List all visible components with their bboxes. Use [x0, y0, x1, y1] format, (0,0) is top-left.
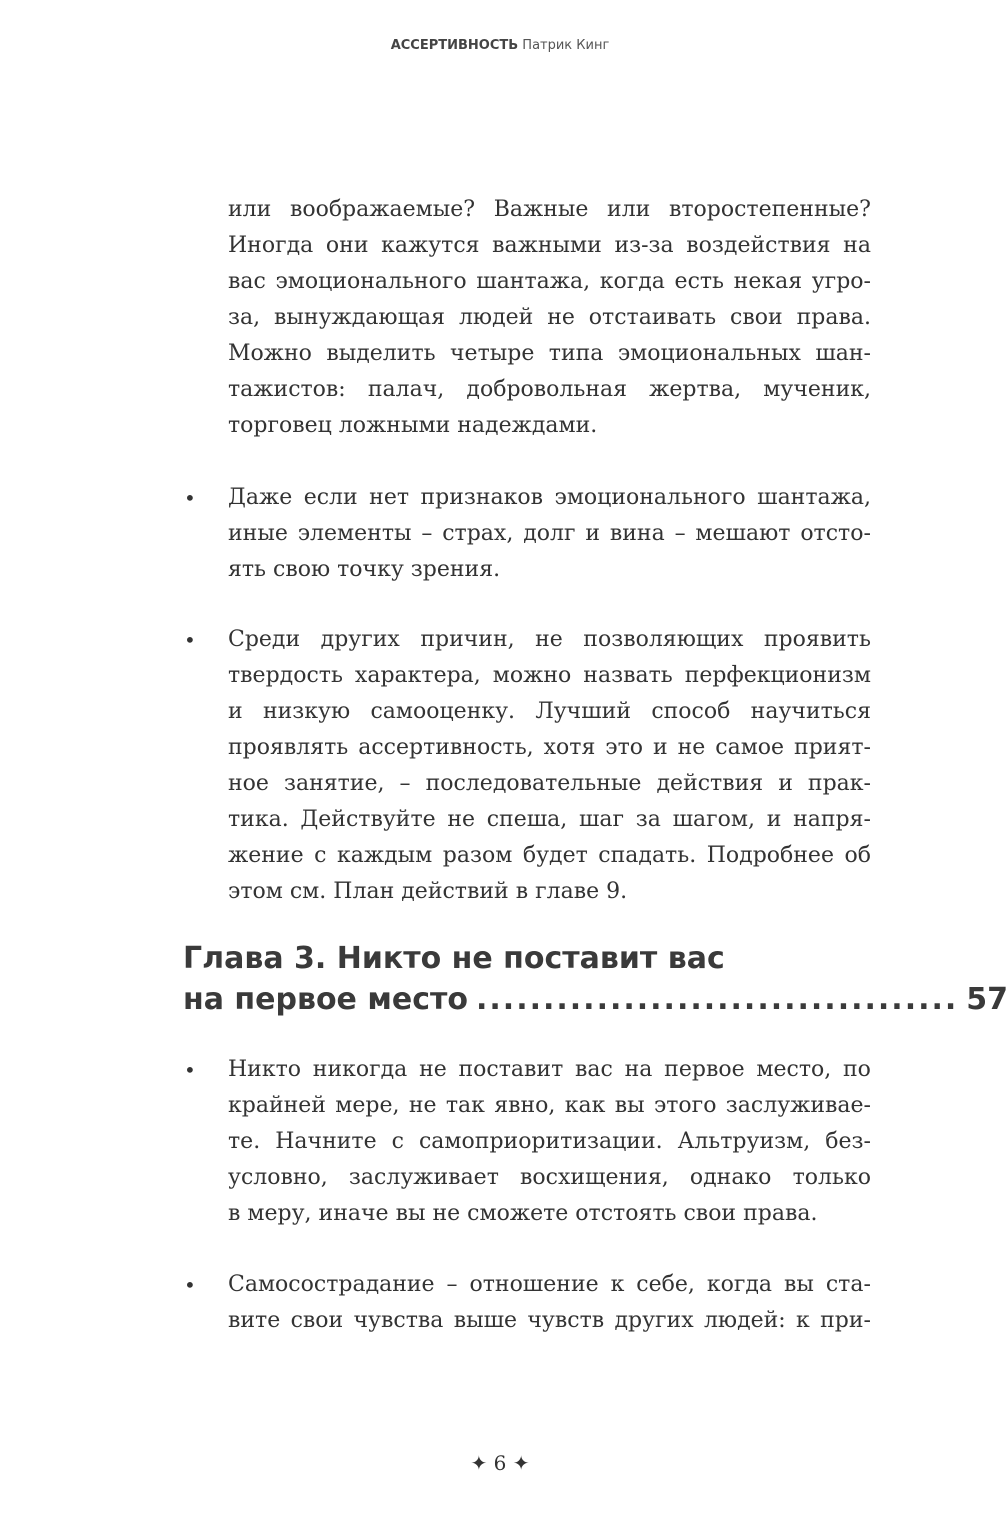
word: не — [677, 735, 706, 760]
word: явно, — [494, 1093, 556, 1118]
word: Альтруизм, — [677, 1129, 811, 1154]
text-line — [228, 228, 871, 264]
word: себе, — [636, 1272, 695, 1297]
text-line — [228, 802, 871, 838]
word: причин, — [420, 627, 515, 652]
word: вы — [614, 1093, 645, 1118]
word: других — [614, 1308, 694, 1333]
word: на — [624, 1057, 653, 1082]
word: прият- — [794, 735, 871, 760]
bullet-item — [184, 1052, 871, 1232]
word: жертва, — [649, 377, 742, 402]
word: четыре — [450, 341, 535, 366]
word: занятие, — [283, 771, 385, 796]
word: типа — [548, 341, 604, 366]
word: как — [564, 1093, 606, 1118]
word: свою — [273, 557, 331, 582]
word: шантажа, — [476, 269, 591, 294]
word: можно — [492, 663, 572, 688]
word: вите — [228, 1308, 281, 1333]
word: важными — [492, 233, 602, 258]
word: нет — [369, 485, 410, 510]
word: или — [228, 197, 272, 222]
word: жение — [228, 843, 304, 868]
word: ложными — [338, 413, 451, 438]
word: с — [391, 1129, 404, 1154]
word: Лучший — [535, 699, 631, 724]
word: и — [585, 521, 601, 546]
text-line — [228, 1124, 871, 1160]
word: заслуживает — [348, 1165, 499, 1190]
word: отсто- — [800, 521, 871, 546]
bullet-icon: • — [184, 1273, 196, 1297]
word: ассертивность, — [358, 735, 534, 760]
author: Патрик Кинг — [522, 38, 610, 53]
word: перфекционизм — [684, 663, 871, 688]
text-line — [228, 1052, 871, 1088]
word: надеждами. — [457, 413, 598, 438]
word: права. — [796, 305, 871, 330]
word: так — [445, 1093, 485, 1118]
word: вас — [228, 269, 266, 294]
word: это — [605, 735, 644, 760]
word: вы — [784, 1272, 814, 1297]
text-line — [228, 516, 871, 552]
word: Начните — [275, 1129, 377, 1154]
text-line — [228, 1303, 871, 1339]
word: действия — [656, 771, 764, 796]
word: торговец — [228, 413, 332, 438]
word: Действуйте — [300, 807, 436, 832]
word: ять — [228, 557, 267, 582]
bullet-icon: • — [184, 486, 196, 510]
word: вы — [395, 1201, 426, 1226]
word: добровольная — [466, 377, 628, 402]
bullet-icon: • — [184, 628, 196, 652]
word: последовательные — [425, 771, 642, 796]
word: Среди — [228, 627, 301, 652]
word: свои — [683, 1201, 737, 1226]
word: точку — [337, 557, 404, 582]
text-line — [228, 372, 871, 408]
word: никогда — [312, 1057, 408, 1082]
text-line — [228, 766, 871, 802]
word: Самосострадание — [228, 1272, 435, 1297]
word: эмоциональных — [617, 341, 801, 366]
word: этого — [653, 1093, 717, 1118]
word: иначе — [318, 1201, 389, 1226]
word: с — [314, 843, 327, 868]
word: спеша, — [486, 807, 568, 832]
running-header — [0, 38, 1000, 53]
word: по — [843, 1057, 871, 1082]
word: выше — [453, 1308, 518, 1333]
word: когда — [599, 269, 665, 294]
chapter-title-line1: Глава 3. Никто не поставит вас — [183, 941, 725, 976]
word: вынуждающая — [274, 305, 446, 330]
word: проявить — [763, 627, 871, 652]
word: заслуживае- — [725, 1093, 871, 1118]
word: ное — [228, 771, 269, 796]
bullet-item — [184, 622, 871, 910]
word: действий — [401, 879, 509, 904]
word: каждым — [336, 843, 433, 868]
bullet-icon: • — [184, 1058, 196, 1082]
word: однако — [689, 1165, 772, 1190]
word: кажутся — [381, 233, 480, 258]
word: будет — [522, 843, 588, 868]
word: – — [446, 1272, 458, 1297]
word: Подробнее — [706, 843, 834, 868]
word: крайней — [228, 1093, 326, 1118]
text-line — [228, 480, 871, 516]
word: см. — [289, 879, 327, 904]
word: чувства — [353, 1308, 444, 1333]
word: 9. — [606, 879, 628, 904]
word: План — [333, 879, 395, 904]
text-line — [228, 408, 871, 444]
word: людей — [458, 305, 534, 330]
word: шагом, — [672, 807, 756, 832]
text-line — [228, 1196, 871, 1232]
word: шантажа, — [757, 485, 871, 510]
word: мученик, — [763, 377, 871, 402]
word: этом — [228, 879, 283, 904]
word: выделить — [326, 341, 436, 366]
word: – — [399, 771, 411, 796]
word: без- — [825, 1129, 871, 1154]
word: только — [792, 1165, 871, 1190]
word: чувств — [527, 1308, 605, 1333]
word: мешают — [695, 521, 791, 546]
word: к — [796, 1308, 810, 1333]
chapter-heading — [183, 938, 1008, 1020]
word: страх, — [442, 521, 514, 546]
bullet-item — [184, 1267, 871, 1339]
word: свои — [730, 305, 783, 330]
word: Важные — [493, 197, 589, 222]
word: вас — [575, 1057, 613, 1082]
word: из-за — [614, 233, 674, 258]
word: эмоционального — [554, 485, 746, 510]
paragraph — [228, 192, 871, 444]
word: место, — [756, 1057, 832, 1082]
text-line — [228, 1267, 871, 1303]
word: самооценку. — [370, 699, 516, 724]
word: или — [607, 197, 651, 222]
word: свои — [290, 1308, 344, 1333]
word: характера, — [354, 663, 481, 688]
text-line — [228, 874, 871, 910]
text-line — [228, 622, 871, 658]
word: в — [228, 1201, 241, 1226]
word: иные — [228, 521, 288, 546]
word: не — [432, 1201, 461, 1226]
word: хотя — [543, 735, 596, 760]
text-line — [228, 552, 871, 588]
bullet-item — [184, 480, 871, 588]
word: зрения. — [410, 557, 501, 582]
word: есть — [674, 269, 725, 294]
word: главе — [535, 879, 600, 904]
word: элементы — [297, 521, 412, 546]
word: и — [652, 735, 668, 760]
word: других — [320, 627, 400, 652]
word: когда — [706, 1272, 773, 1297]
word: Даже — [228, 485, 293, 510]
word: ста- — [825, 1272, 871, 1297]
word: шан- — [815, 341, 871, 366]
page-number: ✦ 6 ✦ — [470, 1451, 530, 1475]
text-line — [228, 838, 871, 874]
word: на — [843, 233, 871, 258]
text-line — [228, 192, 871, 228]
word: долг — [523, 521, 576, 546]
word: угро- — [811, 269, 871, 294]
word: низкую — [262, 699, 351, 724]
word: сможете — [467, 1201, 569, 1226]
word: и — [228, 699, 243, 724]
word: прак- — [807, 771, 871, 796]
word: не — [535, 627, 563, 652]
text-line — [228, 300, 871, 336]
word: при- — [820, 1308, 871, 1333]
word: если — [303, 485, 358, 510]
leader-dots: .................................... — [476, 982, 959, 1017]
word: спадать. — [598, 843, 697, 868]
word: первое — [664, 1057, 745, 1082]
word: способ — [651, 699, 731, 724]
text-line — [228, 658, 871, 694]
word: палач, — [367, 377, 445, 402]
text-line — [228, 336, 871, 372]
word: к — [610, 1272, 625, 1297]
text-line — [228, 264, 871, 300]
word: – — [421, 521, 433, 546]
word: – — [674, 521, 686, 546]
word: отношение — [469, 1272, 599, 1297]
word: самоприоритизации. — [418, 1129, 663, 1154]
word: не — [447, 807, 476, 832]
word: напря- — [793, 807, 871, 832]
word: Можно — [228, 341, 312, 366]
word: воздействия — [686, 233, 831, 258]
word: не — [547, 305, 575, 330]
word: Никто — [228, 1057, 302, 1082]
book-title: АССЕРТИВНОСТЬ — [390, 38, 519, 53]
word: тика. — [228, 807, 289, 832]
chapter-title-line2: на первое место — [183, 982, 468, 1017]
word: те. — [228, 1129, 261, 1154]
word: проявлять — [228, 735, 349, 760]
word: мере, — [335, 1093, 400, 1118]
word: разом — [442, 843, 513, 868]
word: они — [325, 233, 369, 258]
word: в — [515, 879, 529, 904]
word: восхищения, — [520, 1165, 669, 1190]
word: Иногда — [228, 233, 314, 258]
word: назвать — [583, 663, 673, 688]
word: и — [778, 771, 793, 796]
text-line — [228, 1088, 871, 1124]
word: самое — [715, 735, 785, 760]
word: вина — [609, 521, 665, 546]
word: меру, — [247, 1201, 312, 1226]
word: тажистов: — [228, 377, 346, 402]
word: не — [408, 1093, 437, 1118]
word: эмоционального — [275, 269, 467, 294]
word: твердость — [228, 663, 343, 688]
word: и — [766, 807, 782, 832]
word: условно, — [228, 1165, 328, 1190]
word: не — [419, 1057, 447, 1082]
word: поставит — [458, 1057, 564, 1082]
word: людей: — [703, 1308, 786, 1333]
word: некая — [733, 269, 803, 294]
word: воображаемые? — [289, 197, 476, 222]
word: за, — [228, 305, 261, 330]
text-line — [228, 730, 871, 766]
word: второстепенные? — [668, 197, 871, 222]
word: за — [635, 807, 661, 832]
word: позволяющих — [583, 627, 744, 652]
text-line — [228, 1160, 871, 1196]
word: отстоять — [575, 1201, 677, 1226]
word: научиться — [750, 699, 871, 724]
word: шаг — [578, 807, 625, 832]
chapter-page: 57 — [966, 982, 1008, 1017]
text-line — [228, 694, 871, 730]
word: права. — [743, 1201, 818, 1226]
word: об — [844, 843, 871, 868]
word: отстаивать — [588, 305, 717, 330]
word: признаков — [420, 485, 544, 510]
